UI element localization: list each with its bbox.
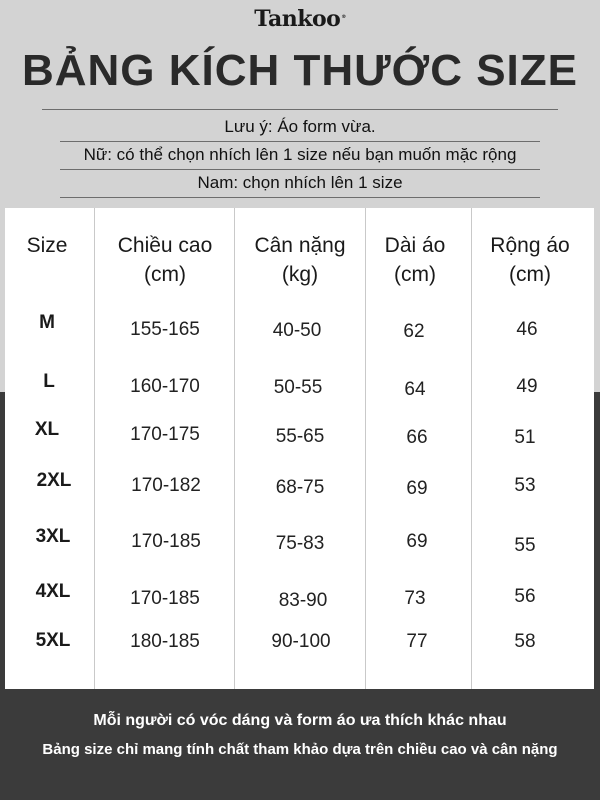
height-cell: 170-185 — [130, 588, 200, 609]
width-cell: 53 — [514, 475, 536, 496]
size-table — [5, 208, 594, 689]
header-length-label: Dài áo — [384, 234, 446, 257]
length-cell: 69 — [406, 531, 428, 552]
column-divider — [471, 208, 472, 689]
size-cell: 5XL — [35, 630, 71, 651]
width-cell: 46 — [516, 319, 538, 340]
header-width — [490, 231, 569, 289]
weight-cell: 83-90 — [278, 590, 328, 611]
height-cell: 155-165 — [130, 319, 200, 340]
header-height — [118, 231, 213, 289]
weight-cell: 55-65 — [275, 426, 325, 447]
length-cell: 69 — [406, 478, 428, 499]
weight-cell: 50-55 — [273, 377, 323, 398]
header-width-unit: (cm) — [509, 263, 551, 286]
header-width-label: Rộng áo — [490, 234, 570, 257]
height-cell: 170-185 — [131, 531, 201, 552]
column-divider — [234, 208, 235, 689]
header-weight — [254, 231, 345, 289]
length-cell: 73 — [404, 588, 426, 609]
length-cell: 64 — [404, 379, 426, 400]
note-line-1: Lưu ý: Áo form vừa. — [224, 117, 376, 136]
header-length-unit: (cm) — [394, 263, 436, 286]
width-cell: 55 — [514, 535, 536, 556]
brand-registered-mark: ® — [341, 13, 346, 20]
length-cell: 62 — [403, 321, 425, 342]
header-size — [27, 231, 68, 260]
brand-logo — [0, 6, 600, 32]
header-height-label: Chiều cao — [117, 234, 213, 257]
note-line-3: Nam: chọn nhích lên 1 size — [197, 173, 403, 192]
size-cell: 4XL — [35, 581, 71, 602]
size-cell: XL — [34, 419, 60, 440]
height-cell: 170-175 — [130, 424, 200, 445]
header-height-unit: (cm) — [144, 263, 186, 286]
column-divider — [94, 208, 95, 689]
note-divider-2 — [60, 169, 540, 170]
weight-cell: 75-83 — [275, 533, 325, 554]
note-divider-3 — [60, 197, 540, 198]
length-cell: 66 — [406, 427, 428, 448]
size-cell: M — [39, 312, 55, 333]
page-title: BẢNG KÍCH THƯỚC SIZE — [21, 46, 579, 95]
height-cell: 160-170 — [130, 376, 200, 397]
column-divider — [365, 208, 366, 689]
footer-line-2: Bảng size chỉ mang tính chất tham khảo dựa trên chiều cao và cân nặng — [42, 741, 558, 758]
size-cell: 3XL — [35, 526, 71, 547]
brand-name: Tankoo — [254, 6, 341, 32]
note-line-2: Nữ: có thể chọn nhích lên 1 size nếu bạn muốn mặc rộng — [83, 145, 517, 164]
height-cell: 170-182 — [131, 475, 201, 496]
header-length — [385, 231, 446, 289]
width-cell: 49 — [516, 376, 538, 397]
height-cell: 180-185 — [130, 631, 200, 652]
weight-cell: 40-50 — [272, 320, 322, 341]
note-divider-1 — [60, 141, 540, 142]
header-weight-label: Cân nặng — [254, 234, 346, 257]
width-cell: 58 — [514, 631, 536, 652]
footer-line-1: Mỗi người có vóc dáng và form áo ưa thích khác nhau — [93, 712, 507, 729]
header-size-label: Size — [26, 234, 68, 257]
title-divider — [42, 109, 558, 110]
length-cell: 77 — [406, 631, 428, 652]
size-cell: L — [43, 371, 55, 392]
weight-cell: 90-100 — [271, 631, 331, 652]
size-cell: 2XL — [36, 470, 72, 491]
header-weight-unit: (kg) — [281, 263, 319, 286]
width-cell: 51 — [514, 427, 536, 448]
weight-cell: 68-75 — [275, 477, 325, 498]
width-cell: 56 — [514, 586, 536, 607]
